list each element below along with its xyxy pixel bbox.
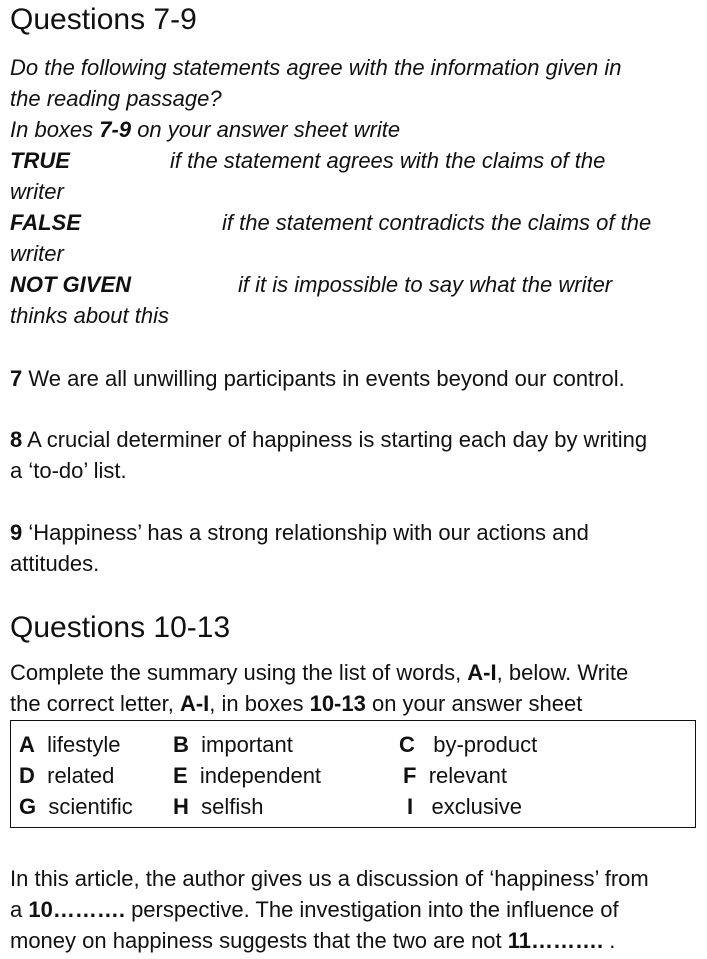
word-text: related bbox=[47, 763, 115, 788]
letter-range: A-I bbox=[467, 660, 497, 685]
option-true bbox=[10, 145, 700, 176]
option-description-cont: thinks about this bbox=[10, 303, 169, 328]
instruction-line-3 bbox=[10, 114, 400, 145]
instruction-text: , in boxes bbox=[209, 691, 310, 716]
summary-line-3 bbox=[10, 925, 615, 956]
word-option-d bbox=[19, 760, 114, 791]
question-8 bbox=[10, 424, 647, 455]
word-letter: G bbox=[19, 794, 37, 819]
instruction-line-2: the reading passage? bbox=[10, 86, 222, 111]
summary-instruction-line-2 bbox=[10, 688, 582, 719]
question-text: A crucial determiner of happiness is starting each day by writing bbox=[22, 427, 648, 452]
question-9-cont: attitudes. bbox=[10, 551, 100, 576]
summary-text: perspective. The investigation into the influence of bbox=[124, 897, 619, 922]
word-letter: I bbox=[407, 794, 414, 819]
summary-text: . bbox=[603, 928, 616, 953]
question-8-cont: a ‘to-do’ list. bbox=[10, 458, 127, 483]
word-text: exclusive bbox=[431, 794, 522, 819]
question-number: 7 bbox=[10, 366, 23, 391]
word-list-box bbox=[10, 720, 696, 828]
question-number: 8 bbox=[10, 427, 23, 452]
word-option-c bbox=[399, 729, 537, 760]
summary-instruction-line-1 bbox=[10, 657, 628, 688]
letter-range: A-I bbox=[179, 691, 210, 716]
option-label: NOT GIVEN bbox=[10, 272, 132, 297]
question-7 bbox=[10, 363, 625, 394]
section-heading-10-13: Questions 10-13 bbox=[10, 611, 231, 644]
question-text: ‘Happiness’ has a strong relationship with our actions and bbox=[22, 520, 589, 545]
word-letter: F bbox=[403, 763, 417, 788]
summary-text: a bbox=[10, 897, 29, 922]
word-text: selfish bbox=[201, 794, 264, 819]
word-letter: E bbox=[173, 763, 188, 788]
blank-11: 11………. bbox=[507, 928, 604, 953]
option-description-cont: writer bbox=[10, 241, 64, 266]
instruction-text: Complete the summary using the list of words, bbox=[10, 660, 468, 685]
word-option-f bbox=[403, 760, 507, 791]
instruction-text: the correct letter, bbox=[10, 691, 180, 716]
question-text: We are all unwilling participants in events beyond our control. bbox=[22, 366, 625, 391]
instruction-line-1: Do the following statements agree with the information given in bbox=[10, 55, 622, 80]
word-letter: H bbox=[173, 794, 189, 819]
word-option-b bbox=[173, 729, 293, 760]
option-description-cont: writer bbox=[10, 179, 64, 204]
question-number: 9 bbox=[10, 520, 23, 545]
word-text: important bbox=[201, 732, 293, 757]
word-option-i bbox=[407, 791, 522, 822]
word-text: scientific bbox=[48, 794, 133, 819]
section-heading-7-9: Questions 7-9 bbox=[10, 3, 197, 36]
word-letter: A bbox=[19, 732, 35, 757]
instruction-text: on your answer sheet write bbox=[131, 117, 401, 142]
word-letter: C bbox=[399, 732, 415, 757]
word-text: relevant bbox=[428, 763, 507, 788]
option-not-given bbox=[10, 269, 700, 300]
word-letter: D bbox=[19, 763, 35, 788]
question-9 bbox=[10, 517, 589, 548]
option-description: if the statement contradicts the claims of the bbox=[222, 210, 652, 235]
option-false bbox=[10, 207, 700, 238]
word-text: lifestyle bbox=[47, 732, 121, 757]
word-option-h bbox=[173, 791, 263, 822]
summary-line-2 bbox=[10, 894, 619, 925]
option-description: if it is impossible to say what the writer bbox=[238, 272, 613, 297]
word-option-g bbox=[19, 791, 133, 822]
option-description: if the statement agrees with the claims of the bbox=[170, 148, 606, 173]
summary-line-1: In this article, the author gives us a discussion of ‘happiness’ from bbox=[10, 866, 649, 891]
instruction-text: , below. Write bbox=[496, 660, 629, 685]
word-option-a bbox=[19, 729, 120, 760]
boxes-range: 10-13 bbox=[309, 691, 366, 716]
option-label: TRUE bbox=[10, 148, 70, 173]
instruction-text: In boxes bbox=[10, 117, 100, 142]
word-text: independent bbox=[199, 763, 322, 788]
instruction-text: on your answer sheet bbox=[365, 691, 583, 716]
summary-text: money on happiness suggests that the two are not bbox=[10, 928, 508, 953]
word-text: by-product bbox=[433, 732, 538, 757]
blank-10: 10………. bbox=[28, 897, 125, 922]
option-label: FALSE bbox=[10, 210, 81, 235]
word-letter: B bbox=[173, 732, 189, 757]
word-option-e bbox=[173, 760, 321, 791]
instruction-boxes-range: 7-9 bbox=[99, 117, 132, 142]
